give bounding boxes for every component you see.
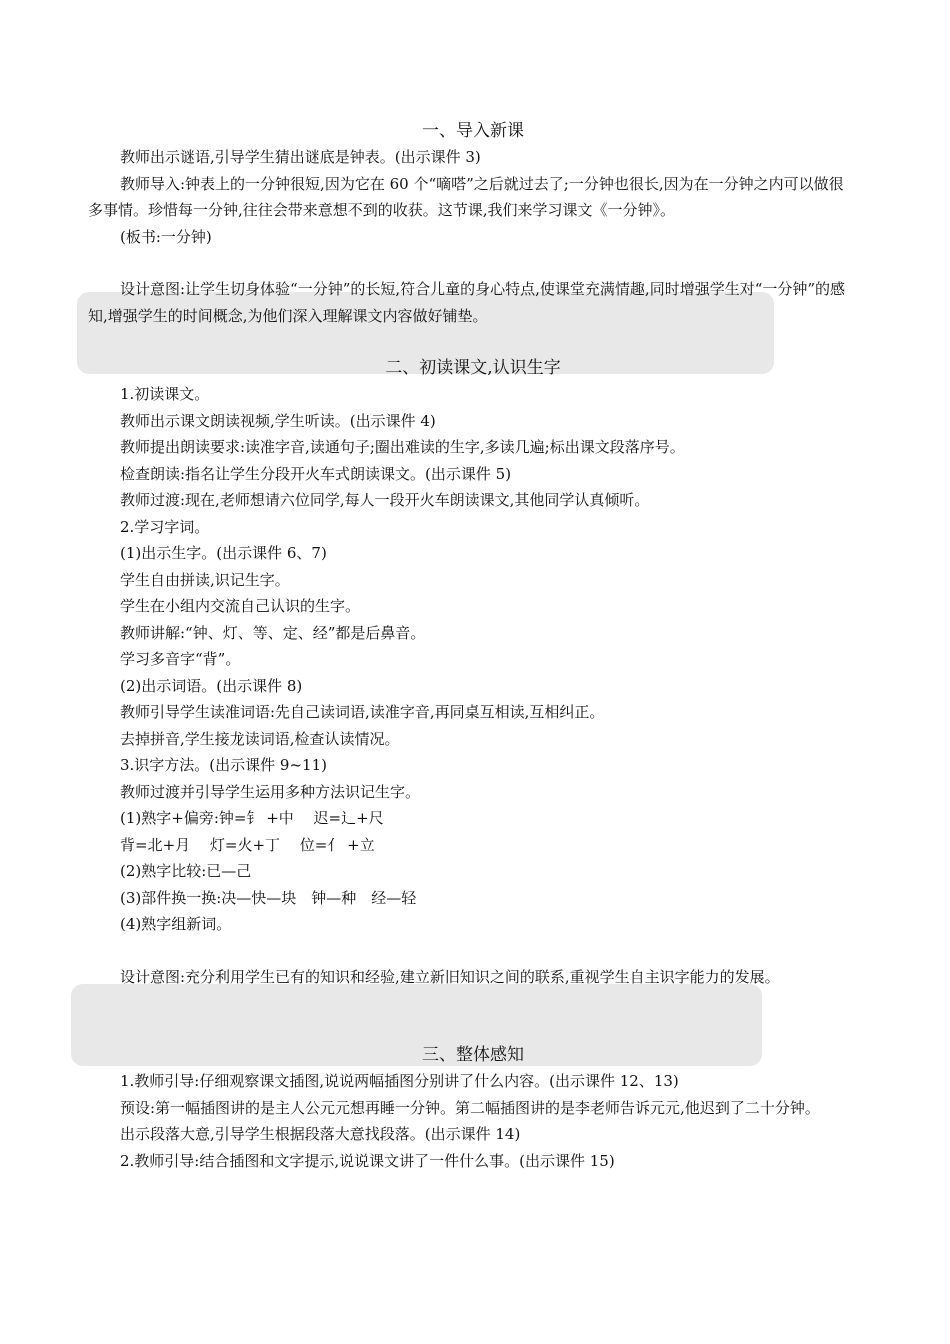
paragraph: (板书:一分钟) [120,227,212,246]
section-heading-3: 三、整体感知 [422,1045,524,1065]
document-page [88,118,858,1174]
paragraph: (3)部件换一换:决—快—块 钟—种 经—轻 [120,888,417,907]
paragraph: (2)熟字比较:已—己 [120,862,252,880]
paragraph: 检查朗读:指名让学生分段开火车式朗读课文。(出示课件 5) [120,464,512,483]
paragraph: 去掉拼音,学生接龙读词语,检查认读情况。 [120,729,400,748]
paragraph: 2.教师引导:结合插图和文字提示,说说课文讲了一件什么事。(出示课件 15) [120,1151,615,1170]
paragraph: 预设:第一幅插图讲的是主人公元元想再睡一分钟。第二幅插图讲的是李老师告诉元元,他迟到了二十分钟。 [120,1098,820,1117]
paragraph: (1)熟字+偏旁:钟=钅 +中 迟=辶+尺 [120,809,384,827]
paragraph: 教师出示课文朗读视频,学生听读。(出示课件 4) [120,411,436,430]
paragraph: 学习多音字“背”。 [120,650,241,668]
paragraph: 教师过渡并引导学生运用多种方法识记生字。 [120,782,421,801]
paragraph: (2)出示词语。(出示课件 8) [120,676,303,695]
paragraph: 教师引导学生读准词语:先自己读词语,读准字音,再同桌互相读,互相纠正。 [120,703,605,721]
paragraph: 3.识字方法。(出示课件 9~11) [120,756,327,774]
paragraph: 教师提出朗读要求:读准字音,读通句子;圈出难读的生字,多读几遍;标出课文段落序号。 [120,438,685,456]
paragraph: 教师讲解:“钟、灯、等、定、经”都是后鼻音。 [120,623,426,642]
paragraph: 1.初读课文。 [120,385,210,403]
paragraph: 出示段落大意,引导学生根据段落大意找段落。(出示课件 14) [120,1125,521,1143]
paragraph: 学生自由拼读,识记生字。 [120,570,290,589]
paragraph: 教师导入:钟表上的一分钟很短,因为它在 60 个“嘀嗒”之后就过去了;一分钟也很长,因为在一分钟之内可以做很多事情。珍惜每一分钟,往往会带来意想不到的收获。这节课,我们来学习课文《一分钟》。 [88,174,844,219]
paragraph: 教师出示谜语,引导学生猜出谜底是钟表。(出示课件 3) [120,148,481,166]
paragraph: 教师过渡:现在,老师想请六位同学,每人一段开火车朗读课文,其他同学认真倾听。 [120,491,650,509]
paragraph: 学生在小组内交流自己认识的生字。 [120,597,361,615]
section-heading-2: 二、初读课文,认识生字 [385,358,561,378]
design-intent-2: 设计意图:充分利用学生已有的知识和经验,建立新旧知识之间的联系,重视学生自主识字能力的发展。 [120,967,780,986]
design-intent-1: 设计意图:让学生切身体验“一分钟”的长短,符合儿童的身心特点,使课堂充满情趣,同时增强学生对“一分钟”的感知,增强学生的时间概念,为他们深入理解课文内容做好铺垫。 [88,280,846,325]
section-heading-1: 一、导入新课 [422,121,524,141]
paragraph: (4)熟字组新词。 [120,915,232,933]
paragraph: 背=北+月 灯=火+丁 位=亻 +立 [120,835,375,854]
paragraph: 1.教师引导:仔细观察课文插图,说说两幅插图分别讲了什么内容。(出示课件 12、13) [120,1072,679,1090]
paragraph: 2.学习字词。 [120,517,210,536]
paragraph: (1)出示生字。(出示课件 6、7) [120,544,327,562]
